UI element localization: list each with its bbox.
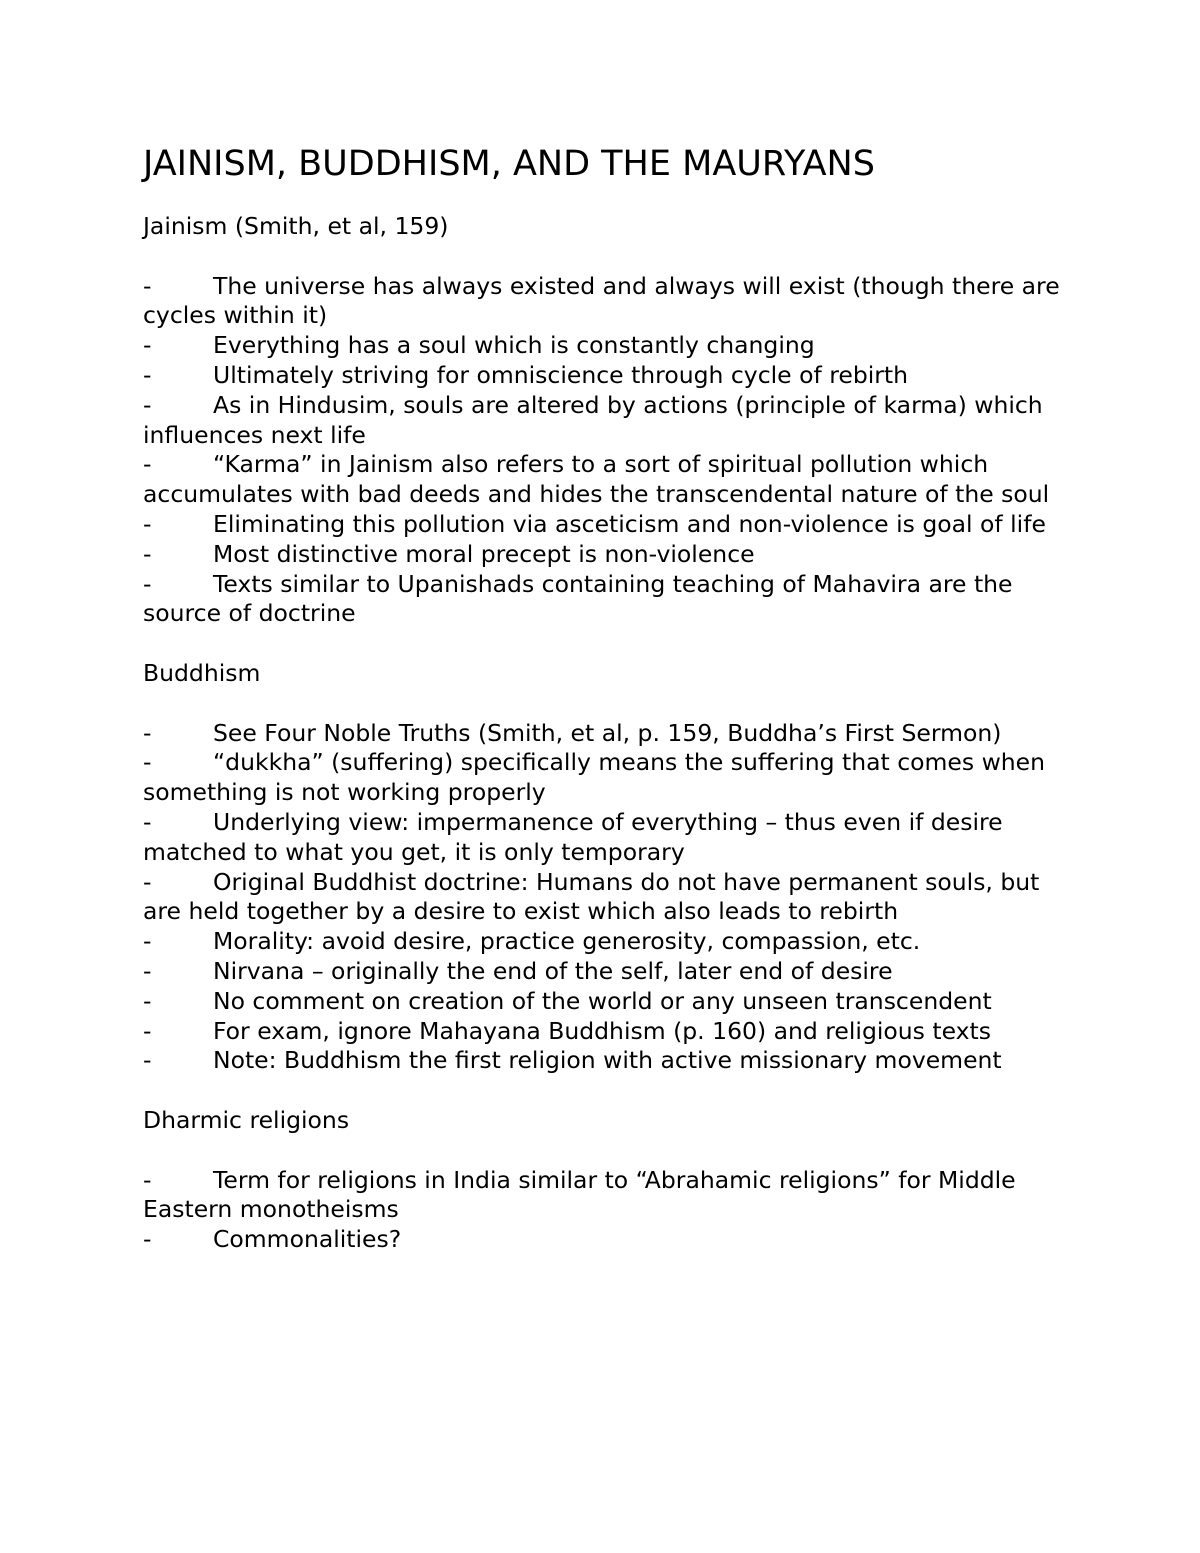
bullet-item: [143, 570, 1073, 630]
bullet-dash: -: [143, 956, 152, 985]
bullet-text: The universe has always existed and always will exist (though there are cycles within it): [143, 271, 1060, 330]
bullet-text: Commonalities?: [213, 1225, 402, 1254]
bullet-dash: -: [143, 569, 152, 598]
section-heading: Dharmic religions: [143, 1105, 350, 1134]
bullet-text: Term for religions in India similar to “Abrahamic religions” for Middle Eastern monotheisms: [143, 1165, 1016, 1224]
bullet-item: [143, 540, 1073, 570]
bullet-list: [143, 272, 1073, 630]
bullet-dash: -: [143, 1225, 152, 1254]
bullet-list: [143, 719, 1073, 1077]
bullet-item: [143, 808, 1073, 868]
bullet-text: Texts similar to Upanishads containing teaching of Mahavira are the source of doctrine: [143, 569, 1013, 628]
bullet-text: Underlying view: impermanence of everything – thus even if desire matched to what you get, it is only temporary: [143, 807, 1003, 866]
bullet-item: [143, 1017, 1073, 1047]
bullet-dash: -: [143, 450, 152, 479]
bullet-text: Morality: avoid desire, practice generosity, compassion, etc.: [213, 927, 921, 956]
bullet-list: [143, 1166, 1073, 1255]
bullet-item: [143, 450, 1073, 510]
bullet-dash: -: [143, 867, 152, 896]
section-heading: Buddhism: [143, 658, 261, 687]
bullet-item: [143, 987, 1073, 1017]
section-buddhism: [143, 659, 1073, 1076]
bullet-text: Everything has a soul which is constantly changing: [213, 331, 815, 360]
bullet-dash: -: [143, 718, 152, 747]
bullet-item: [143, 957, 1073, 987]
bullet-dash: -: [143, 748, 152, 777]
bullet-text: Most distinctive moral precept is non-violence: [213, 539, 755, 568]
bullet-dash: -: [143, 360, 152, 389]
bullet-text: No comment on creation of the world or any unseen transcendent: [213, 986, 992, 1015]
bullet-dash: -: [143, 807, 152, 836]
bullet-dash: -: [143, 539, 152, 568]
bullet-dash: -: [143, 1046, 152, 1075]
section-heading: Jainism (Smith, et al, 159): [143, 212, 449, 240]
bullet-item: [143, 927, 1073, 957]
bullet-text: Note: Buddhism the first religion with active missionary movement: [213, 1046, 1002, 1075]
bullet-dash: -: [143, 331, 152, 360]
bullet-item: [143, 868, 1073, 928]
document-title: JAINISM, BUDDHISM, AND THE MAURYANS: [143, 144, 875, 184]
bullet-dash: -: [143, 927, 152, 956]
bullet-item: [143, 361, 1073, 391]
section-dharmic-religions: [143, 1106, 1073, 1255]
document-page: [143, 140, 1073, 1255]
bullet-item: [143, 1225, 1073, 1255]
bullet-text: “dukkha” (suffering) specifically means the suffering that comes when something is not working properly: [143, 748, 1046, 807]
bullet-item: [143, 331, 1073, 361]
bullet-dash: -: [143, 1165, 152, 1194]
bullet-dash: -: [143, 271, 152, 300]
bullet-item: [143, 272, 1073, 332]
bullet-text: Ultimately striving for omniscience through cycle of rebirth: [213, 360, 909, 389]
bullet-item: [143, 510, 1073, 540]
bullet-text: Eliminating this pollution via asceticism and non-violence is goal of life: [213, 509, 1046, 538]
bullet-item: [143, 748, 1073, 808]
bullet-text: For exam, ignore Mahayana Buddhism (p. 160) and religious texts: [213, 1016, 992, 1045]
bullet-text: Nirvana – originally the end of the self, later end of desire: [213, 956, 893, 985]
bullet-dash: -: [143, 390, 152, 419]
bullet-dash: -: [143, 509, 152, 538]
bullet-text: “Karma” in Jainism also refers to a sort of spiritual pollution which accumulates with bad deeds and hides the transcendental nature of the soul: [143, 450, 1050, 509]
bullet-item: [143, 1166, 1073, 1226]
bullet-dash: -: [143, 1016, 152, 1045]
bullet-text: Original Buddhist doctrine: Humans do not have permanent souls, but are held together by a desire to exist which also leads to rebirth: [143, 867, 1040, 926]
bullet-text: See Four Noble Truths (Smith, et al, p. 159, Buddha’s First Sermon): [213, 718, 1002, 747]
bullet-text: As in Hindusim, souls are altered by actions (principle of karma) which influences next life: [143, 390, 1043, 449]
bullet-item: [143, 391, 1073, 451]
section-jainism: [143, 212, 1073, 629]
bullet-item: [143, 1046, 1073, 1076]
bullet-dash: -: [143, 986, 152, 1015]
bullet-item: [143, 719, 1073, 749]
